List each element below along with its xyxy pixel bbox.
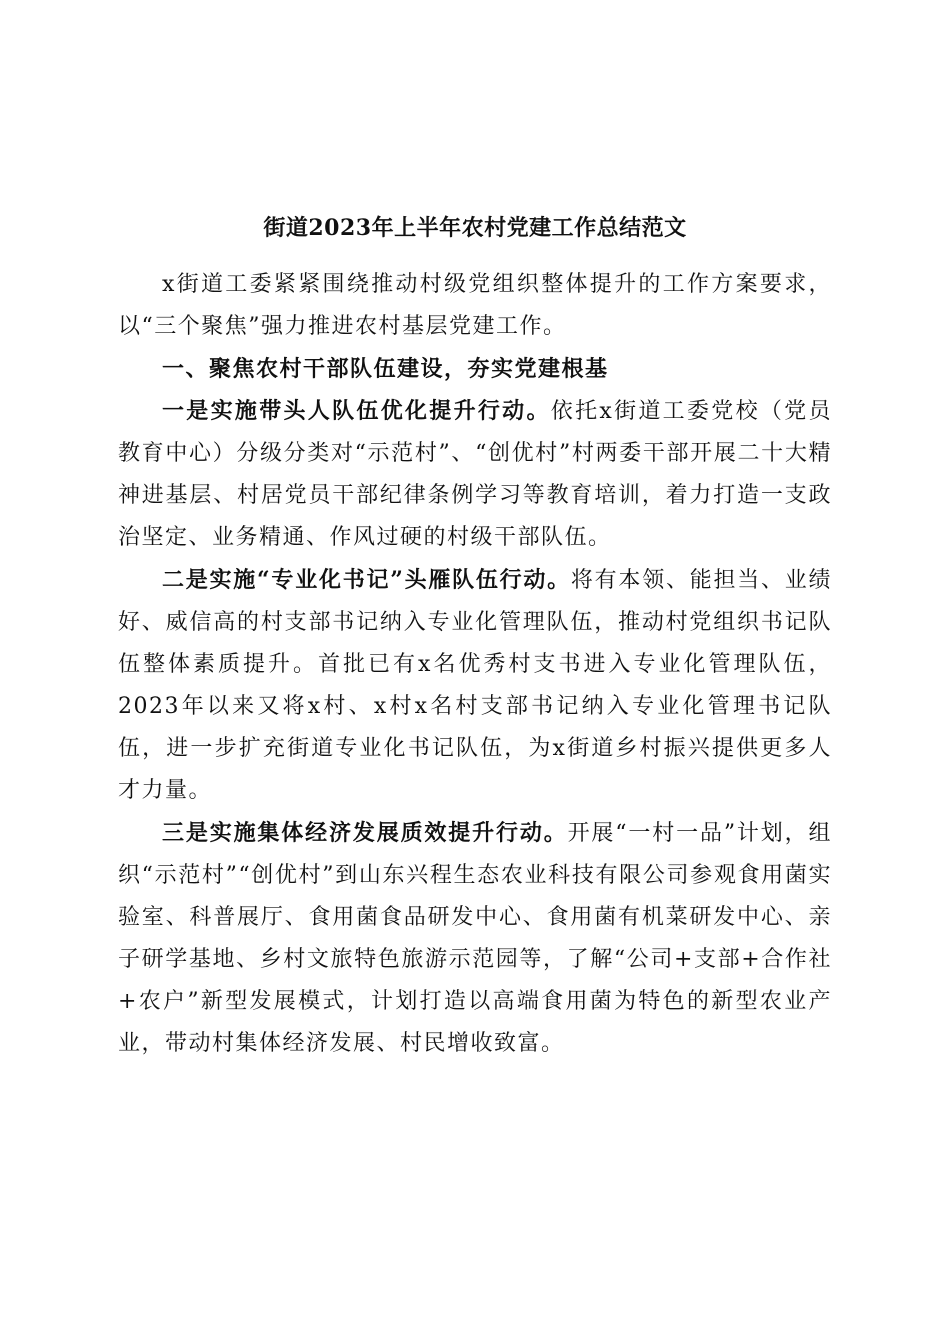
item-lead-3: 三是实施集体经济发展质效提升行动。: [162, 820, 568, 846]
item-paragraph-3: [118, 812, 832, 1065]
document-title: 街道2023年上半年农村党建工作总结范文: [263, 215, 687, 241]
item-body-2: 将有本领、能担当、业绩好、威信高的村支部书记纳入专业化管理队伍，推动村党组织书记队伍整体素质提升。首批已有x名优秀村支书进入专业化管理队伍，2023年以来又将x村、x村x名村支部书记纳入专业化管理书记队伍，进一步扩充街道专业化书记队伍，为x街道乡村振兴提供更多人才力量。: [118, 568, 832, 803]
item-paragraph-2: [118, 559, 832, 812]
item-body-1: 依托x街道工委党校（党员教育中心）分级分类对“示范村”、“创优村”村两委干部开展二十大精神进基层、村居党员干部纪律条例学习等教育培训，着力打造一支政治坚定、业务精通、作风过硬的村级干部队伍。: [118, 399, 832, 550]
item-paragraph-1: [118, 390, 832, 559]
intro-paragraph: x街道工委紧紧围绕推动村级党组织整体提升的工作方案要求，以“三个聚焦”强力推进农村基层党建工作。: [118, 272, 832, 339]
item-lead-1: 一是实施带头人队伍优化提升行动。: [162, 398, 551, 424]
item-lead-2: 二是实施“专业化书记”头雁队伍行动。: [162, 567, 571, 593]
section-heading-1: 一、聚焦农村干部队伍建设，夯实党建根基: [162, 356, 609, 382]
item-body-3: 开展“一村一品”计划，组织“示范村”“创优村”到山东兴程生态农业科技有限公司参观食用菌实验室、科普展厅、食用菌食品研发中心、食用菌有机菜研发中心、亲子研学基地、乡村文旅特色旅游示范园等，了解“公司+支部+合作社+农户”新型发展模式，计划打造以高端食用菌为特色的新型农业产业，带动村集体经济发展、村民增收致富。: [118, 821, 832, 1056]
